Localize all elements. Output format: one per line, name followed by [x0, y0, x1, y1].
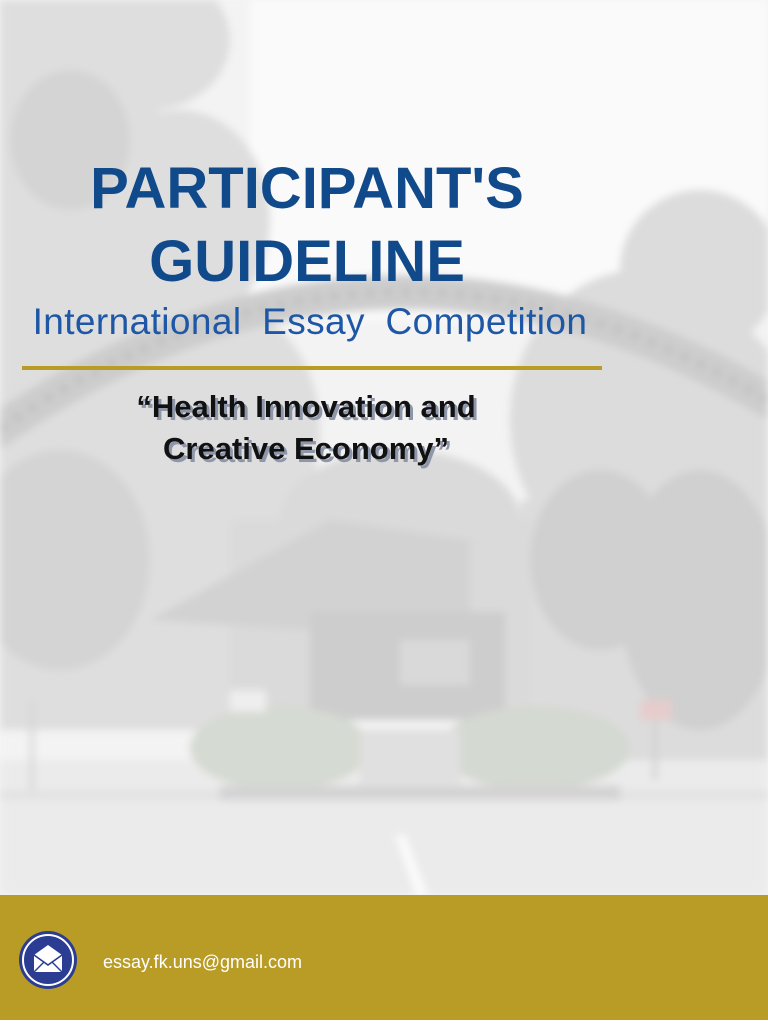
footer-bar	[0, 895, 768, 1020]
theme-line-1: “Health Innovation and	[136, 389, 476, 424]
campus-sign	[310, 612, 505, 720]
gold-divider	[22, 366, 602, 370]
title-line-1: PARTICIPANT'S	[90, 156, 524, 221]
envelope-icon	[18, 930, 78, 990]
lamp-pole	[30, 700, 34, 790]
page-title	[0, 152, 614, 298]
curb	[220, 786, 620, 800]
contact-email[interactable]: essay.fk.uns@gmail.com	[103, 952, 303, 972]
theme-line-2: Creative Economy”	[163, 431, 449, 466]
theme-quote	[0, 386, 612, 470]
title-line-2: GUIDELINE	[149, 229, 465, 294]
planter-wall	[360, 730, 460, 785]
small-board	[230, 690, 266, 712]
subtitle: International Essay Competition	[32, 301, 588, 342]
